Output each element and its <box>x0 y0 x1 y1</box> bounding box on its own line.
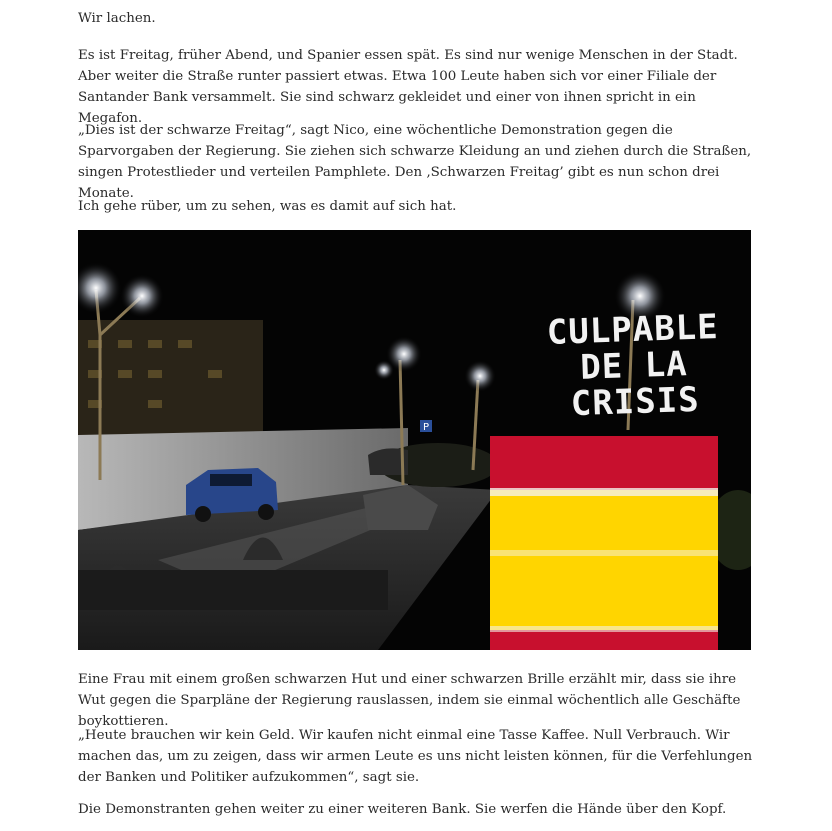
building <box>78 320 263 440</box>
paragraph-7: Die Demonstranten gehen weiter zu einer weiteren Bank. Sie werfen die Hände über den Kopf. <box>78 802 727 817</box>
svg-text:P: P <box>422 422 430 433</box>
paragraph-3: „Dies ist der schwarze Freitag“, sagt Nico, eine wöchentliche Demonstration gegen die Sparvorgaben der Regierung. Sie ziehen sich schwarze Kleidung an und ziehen durch die Straßen, singen Protestlieder und verteilen Pamphlete. Den ‚Schwarzen Freitag’ gibt es nun schon drei Monate. <box>78 123 752 201</box>
overlay-line-3: CRISIS <box>570 379 701 425</box>
article-photo <box>78 230 751 650</box>
paragraph-5: Eine Frau mit einem großen schwarzen Hut und einer schwarzen Brille erzählt mir, dass sie ihre Wut gegen die Sparpläne der Regierung rauslassen, indem sie einmal wöchentlich alle Geschäfte boykottieren. <box>78 672 741 729</box>
culpable-de-la-crisis-text <box>522 308 746 424</box>
overlay-line-1: CULPABLE <box>546 307 720 354</box>
paragraph-4: Ich gehe rüber, um zu sehen, was es damit auf sich hat. <box>78 199 457 214</box>
night-street-scene <box>78 230 751 650</box>
overlay-line-2: DE LA <box>579 344 689 388</box>
paragraph-2: Es ist Freitag, früher Abend, und Spanier essen spät. Es sind nur wenige Menschen in der Stadt. Aber weiter die Straße runter passiert etwas. Etwa 100 Leute haben sich vor einer Filiale der Santander Bank versammelt. Sie sind schwarz gekleidet und einer von ihnen spricht in ein Megafon. <box>78 48 738 126</box>
paragraph-1: Wir lachen. <box>78 11 156 26</box>
spanish-flag <box>490 436 718 650</box>
paragraph-6: „Heute brauchen wir kein Geld. Wir kaufen nicht einmal eine Tasse Kaffee. Null Verbrauch. Wir machen das, um zu zeigen, dass wir armen Leute es uns nicht leisten können, für die Verfehlungen der Banken und Politiker aufzukommen“, sagt sie. <box>78 728 753 785</box>
